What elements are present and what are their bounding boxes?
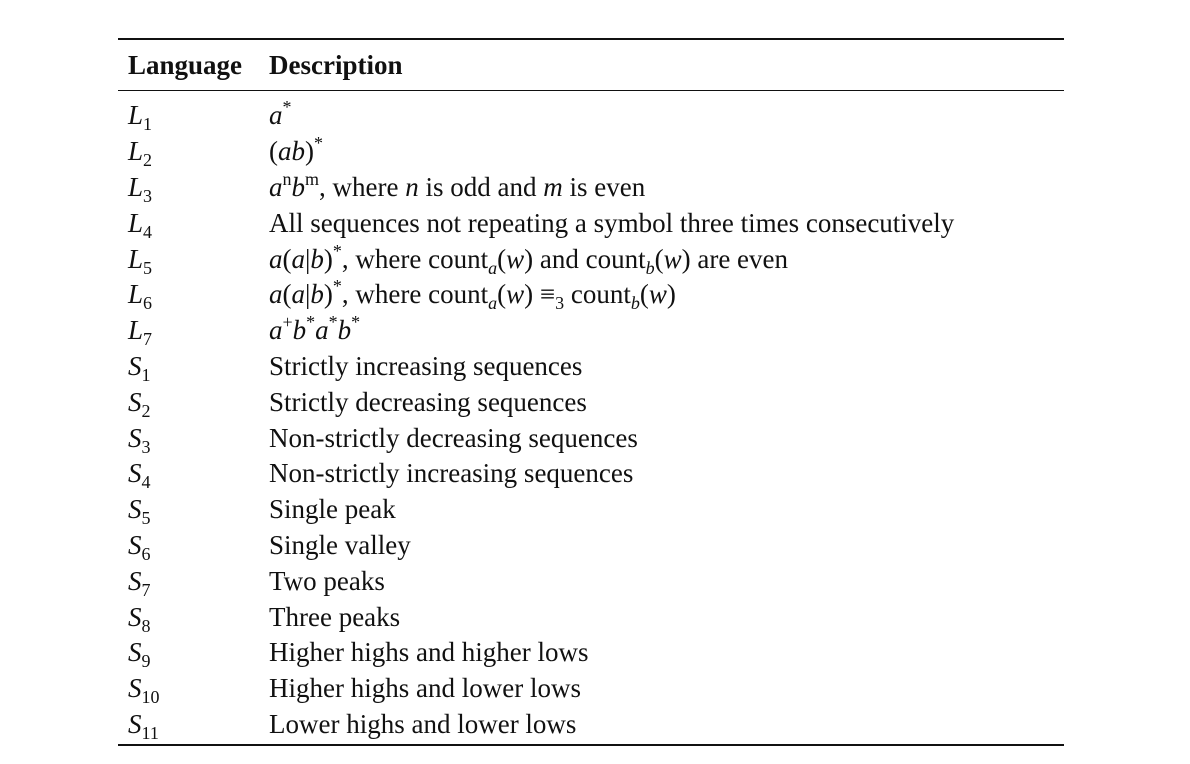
table-row [118,277,1064,313]
language-symbol: L [128,279,144,310]
table-row [118,563,1064,599]
language-index: 4 [141,472,151,493]
description-cell: a(a|b)*, where count$_a$(w) $\equiv_3$ count$_b$(w) [269,276,676,314]
language-index: 1 [141,364,151,385]
description-cell: Two peaks [269,565,385,596]
language-index: 6 [143,293,153,314]
language-index: 3 [141,436,151,457]
description-cell: Higher highs and higher lows [269,637,589,668]
language-index: 1 [143,114,153,135]
description-cell: Single peak [269,494,396,525]
table-header [118,40,1064,90]
language-cell [118,207,269,242]
table-row [118,671,1064,707]
language-symbol: S [128,673,142,704]
language-index: 6 [141,543,151,564]
table-row [118,170,1064,206]
language-index: 7 [143,329,153,350]
language-cell [118,136,269,171]
language-cell [118,386,269,421]
table-body [118,91,1064,744]
table-row [118,420,1064,456]
language-symbol: L [128,315,144,346]
language-symbol: L [128,136,144,167]
description-cell: a(a|b)*, where count$_a$(w) and count$_b$(w) are even [269,240,789,278]
language-cell [118,422,269,457]
description-cell: Three peaks [269,601,401,632]
language-cell [118,673,269,708]
language-index: 5 [143,257,153,278]
language-cell [118,279,269,314]
language-symbol: L [128,100,144,131]
language-index: 10 [141,687,160,708]
description-cell: Lower highs and lower lows [269,708,577,739]
description-cell: Strictly increasing sequences [269,350,583,381]
description-cell: Strictly decreasing sequences [269,386,587,417]
language-index: 2 [143,150,153,171]
language-cell [118,100,269,135]
table-row [118,241,1064,277]
language-index: 11 [141,722,159,743]
language-cell [118,529,269,564]
language-table [118,38,1064,746]
bottom-rule [118,744,1064,746]
table-row [118,205,1064,241]
table-row [118,492,1064,528]
language-index: 9 [141,651,151,672]
language-cell [118,243,269,278]
language-cell [118,601,269,636]
language-symbol: S [128,386,142,417]
language-cell [118,350,269,385]
table-row [118,349,1064,385]
table-row [118,528,1064,564]
language-symbol: S [128,494,142,525]
description-cell: Non-strictly decreasing sequences [269,422,638,453]
table-row [118,134,1064,170]
language-symbol: L [128,243,144,274]
language-cell [118,565,269,600]
language-cell [118,708,269,743]
language-index: 7 [141,579,151,600]
description-cell: Single valley [269,529,411,560]
language-index: 8 [141,615,151,636]
table-row [118,313,1064,349]
language-symbol: S [128,601,142,632]
language-cell [118,315,269,350]
description-cell: All sequences not repeating a symbol three times consecutively [269,207,955,238]
language-index: 3 [143,185,153,206]
description-cell: Higher highs and lower lows [269,673,581,704]
language-symbol: S [128,637,142,668]
table-row [118,98,1064,134]
description-cell: $a^nb^m$, where n is odd and m is even [269,168,646,202]
header-language: Language [128,49,243,80]
language-symbol: S [128,422,142,453]
table-row [118,635,1064,671]
description-cell: a* [269,97,292,131]
language-cell [118,637,269,672]
language-cell [118,458,269,493]
language-cell [118,494,269,529]
language-index: 5 [141,508,151,529]
table-row [118,599,1064,635]
table-row [118,456,1064,492]
language-symbol: S [128,529,142,560]
description-cell: (ab)* [269,133,323,167]
language-cell [118,171,269,206]
language-symbol: S [128,565,142,596]
language-symbol: S [128,458,142,489]
language-symbol: L [128,207,144,238]
language-symbol: S [128,350,142,381]
language-symbol: L [128,171,144,202]
language-index: 2 [141,400,151,421]
header-description: Description [269,49,403,80]
language-symbol: S [128,708,142,739]
description-cell: Non-strictly increasing sequences [269,458,634,489]
description-cell: a+b*a*b* [269,312,361,346]
table-row [118,707,1064,743]
language-index: 4 [143,221,153,242]
table-row [118,384,1064,420]
